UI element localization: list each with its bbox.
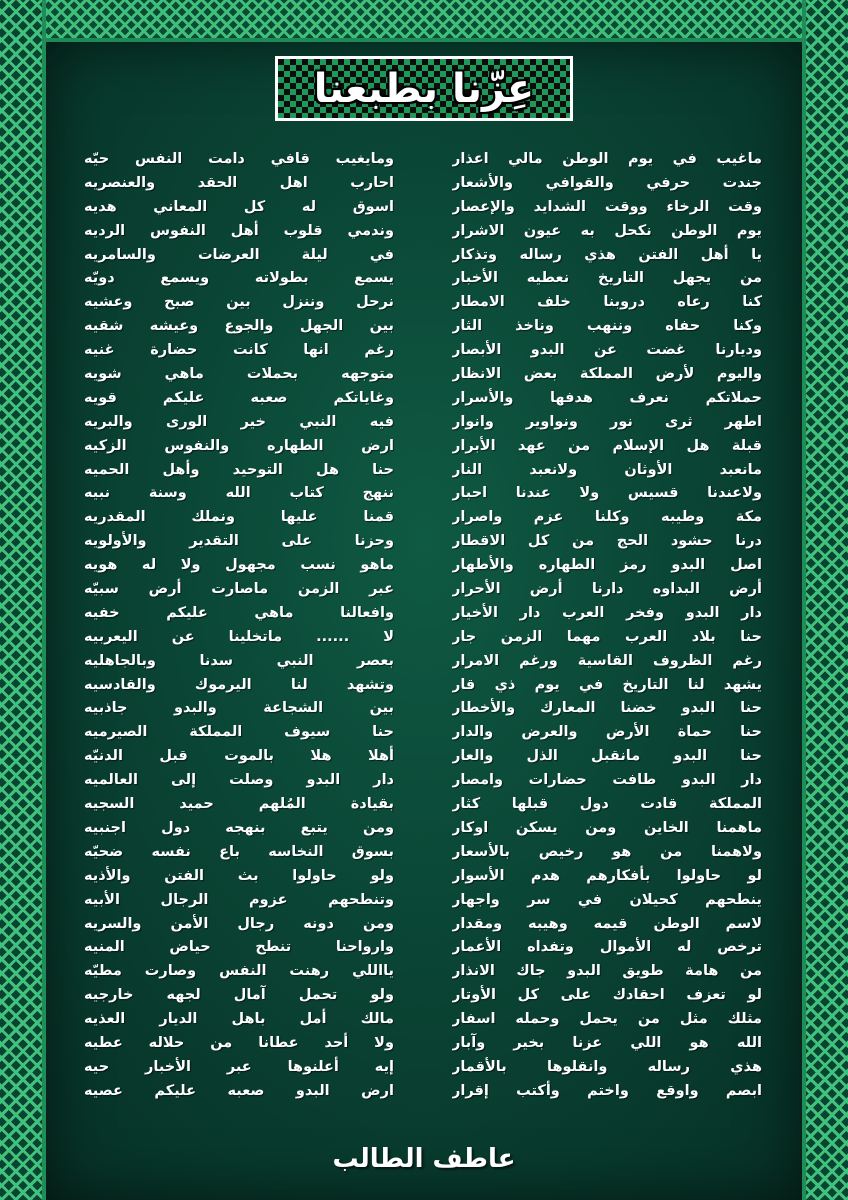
right-verse-line: اصل البدو رمز الطهاره والأطهار	[452, 557, 762, 574]
right-verse-line: وكنا حفاه وننهب وناخذ الثار	[452, 318, 762, 335]
right-verse-line: ينطحهم كحيلان في سر واجهار	[452, 891, 762, 908]
left-verse-line: حنا سيوف المملكة الصيرميه	[84, 724, 394, 741]
left-verse-line: ومن دونه رجال الأمن والسريه	[84, 915, 394, 932]
right-verse-line: حنا البدو خضنا المعارك والأخطار	[452, 700, 762, 717]
right-verse-line: ولاهمنا من هو رخيص بالأسعار	[452, 843, 762, 860]
right-verse-line: يوم الوطن نكحل به عيون الاشرار	[452, 222, 762, 239]
right-verse-line: ترخص له الأموال وتفداه الأعمار	[452, 939, 762, 956]
right-verse-line: وقت الرخاء ووقت الشدايد والإعصار	[452, 198, 762, 215]
left-verse-line: بسوق النخاسه باع نفسه ضحيّه	[84, 843, 394, 860]
title-banner	[275, 56, 573, 121]
right-ornament-border	[802, 0, 848, 1200]
right-verse-line: اطهر ثرى نور ونواوير وانوار	[452, 413, 762, 430]
poem-title: عِزّنا بطبعنا	[313, 65, 535, 112]
right-verse-line: يا أهل الفتن هذي رساله وتذكار	[452, 246, 762, 263]
left-verse-line: متوجهه بحملات ماهي شويه	[84, 366, 394, 383]
left-verse-line: حنا هل التوحيد وأهل الحميه	[84, 461, 394, 478]
left-verse-line: قمنا عليها ونملك المقدريه	[84, 509, 394, 526]
left-verse-line: بعصر النبي سدنا وبالجاهليه	[84, 652, 394, 669]
left-verse-line: ننهج كتاب الله وسنة نبيه	[84, 485, 394, 502]
right-verse-line: دار البدو وفخر العرب دار الأخيار	[452, 604, 762, 621]
left-verse-line: بقيادة المُلهم حميد السجيه	[84, 796, 394, 813]
right-verse-line: المملكة قادت دول قبلها كثار	[452, 796, 762, 813]
right-verse-line: درنا حشود الحج من كل الاقطار	[452, 533, 762, 550]
right-verse-line: حملاتكم نعرف هدفها والأسرار	[452, 389, 762, 406]
left-verse-line: وتشهد لنا اليرموك والقادسيه	[84, 676, 394, 693]
left-verse-line: أهلا هلا بالموت قبل الدنيّه	[84, 748, 394, 765]
left-verse-line: وتنطحهم عزوم الرجال الأبيه	[84, 891, 394, 908]
left-verse-line: يسمع بطولاته ويسمع دويّه	[84, 270, 394, 287]
right-verse-line: حنا بلاد العرب مهما الزمن جار	[452, 628, 762, 645]
left-verse-line: ومايغيب قافي دامت النفس حيّه	[84, 151, 394, 167]
top-ornament-border	[0, 0, 848, 42]
right-verse-line: وديارنا غضت عن البدو الأبصار	[452, 342, 762, 359]
left-verse-line: ماهو نسب مجهول ولا له هويه	[84, 557, 394, 574]
left-verse-line: بين الشجاعة والبدو جاذبيه	[84, 700, 394, 717]
right-verse-line: واليوم لأرض المملكة بعض الانظار	[452, 366, 762, 383]
right-verse-line: ماغيب في يوم الوطن مالي اعذار	[452, 151, 762, 167]
left-verse-line: ولو حاولوا بث الفتن والأذيه	[84, 867, 394, 884]
right-verse-line: جندت حرفي والقوافي والأشعار	[452, 174, 762, 191]
right-verse-line: مثلك مثل من يحمل وحمله اسفار	[452, 1011, 762, 1028]
right-verse-line: لو تعزف احقادك على كل الأوتار	[452, 987, 762, 1004]
left-verse-line: عبر الزمن ماصارت أرض سبيّه	[84, 581, 394, 598]
right-verse-line: لو حاولوا بأفكارهم هدم الأسوار	[452, 867, 762, 884]
left-verse-line: وغاياتكم صعبه عليكم قويه	[84, 389, 394, 406]
right-verse-line: هذي رساله وانقلوها بالأقمار	[452, 1058, 762, 1075]
left-verse-line: إيه أعلنوها عبر الأخبار حيه	[84, 1058, 394, 1075]
right-verse-line: مانعبد الأوثان ولانعبد النار	[452, 461, 762, 478]
right-verse-line: حنا حماة الأرض والعرض والدار	[452, 724, 762, 741]
left-verse-line: دار البدو وصلت إلى العالميه	[84, 772, 394, 789]
poem-column-left	[84, 148, 394, 1104]
left-verse-line: ولو تحمل آمال لجهه خارجيه	[84, 987, 394, 1004]
left-verse-line: وحزنا على التقدير والأولويه	[84, 533, 394, 550]
right-verse-line: رغم الظروف القاسية ورغم الامرار	[452, 652, 762, 669]
left-verse-line: وافعالنا ماهي عليكم خفيه	[84, 604, 394, 621]
left-verse-line: في ليلة العرضات والسامريه	[84, 246, 394, 263]
right-verse-line: الله هو اللي عزنا بخير وآبار	[452, 1034, 762, 1051]
right-verse-line: قبلة هل الإسلام من عهد الأبرار	[452, 437, 762, 454]
right-verse-line: ولاعندنا قسيس ولا عندنا احبار	[452, 485, 762, 502]
left-verse-line: وندمي قلوب أهل النفوس الرديه	[84, 222, 394, 239]
right-verse-line: ماهمنا الخاين ومن يسكن اوكار	[452, 819, 762, 836]
right-verse-line: يشهد لنا التاريخ في يوم ذي قار	[452, 676, 762, 693]
right-verse-line: حنا البدو مانقبل الذل والعار	[452, 748, 762, 765]
left-verse-line: نرحل وننزل بين صبح وعشيه	[84, 294, 394, 311]
left-verse-line: لا ...... ماتخلينا عن اليعربيه	[84, 628, 394, 645]
right-verse-line: مكة وطيبه وكلنا عزم واصرار	[452, 509, 762, 526]
left-verse-line: مالك أمل باهل الديار العذيه	[84, 1011, 394, 1028]
right-verse-line: كنا رعاه دروبنا خلف الامطار	[452, 294, 762, 311]
right-verse-line: ابصم واوقع واختم وأكتب إقرار	[452, 1082, 762, 1099]
left-verse-line: رغم انها كانت حضارة غنيه	[84, 342, 394, 359]
left-verse-line: احارب اهل الحقد والعنصريه	[84, 174, 394, 191]
poem-column-right	[452, 148, 762, 1104]
right-verse-line: لاسم الوطن قيمه وهيبه ومقدار	[452, 915, 762, 932]
left-verse-line: ارض الطهاره والنفوس الزكيه	[84, 437, 394, 454]
left-verse-line: وارواحنا تنطح حياض المنيه	[84, 939, 394, 956]
right-verse-line: من هامة طويق البدو جاك الانذار	[452, 963, 762, 980]
left-verse-line: اسوق له كل المعاني هديه	[84, 198, 394, 215]
left-ornament-border	[0, 0, 46, 1200]
left-verse-line: بين الجهل والجوع وعيشه شقيه	[84, 318, 394, 335]
left-verse-line: ارض البدو صعبه عليكم عصيه	[84, 1082, 394, 1099]
right-verse-line: دار البدو طافت حضارات وامصار	[452, 772, 762, 789]
left-verse-line: يااللي رهنت النفس وصارت مطيّه	[84, 963, 394, 980]
left-verse-line: ولا أحد عطانا من حلاله عطيه	[84, 1034, 394, 1051]
poet-name: عاطف الطالب	[332, 1144, 516, 1174]
left-verse-line: ومن يتبع بنهجه دول اجنبيه	[84, 819, 394, 836]
right-verse-line: أرض البداوه دارنا أرض الأحرار	[452, 581, 762, 598]
left-verse-line: فيه النبي خير الورى والبريه	[84, 413, 394, 430]
right-verse-line: من يجهل التاريخ نعطيه الأخبار	[452, 270, 762, 287]
